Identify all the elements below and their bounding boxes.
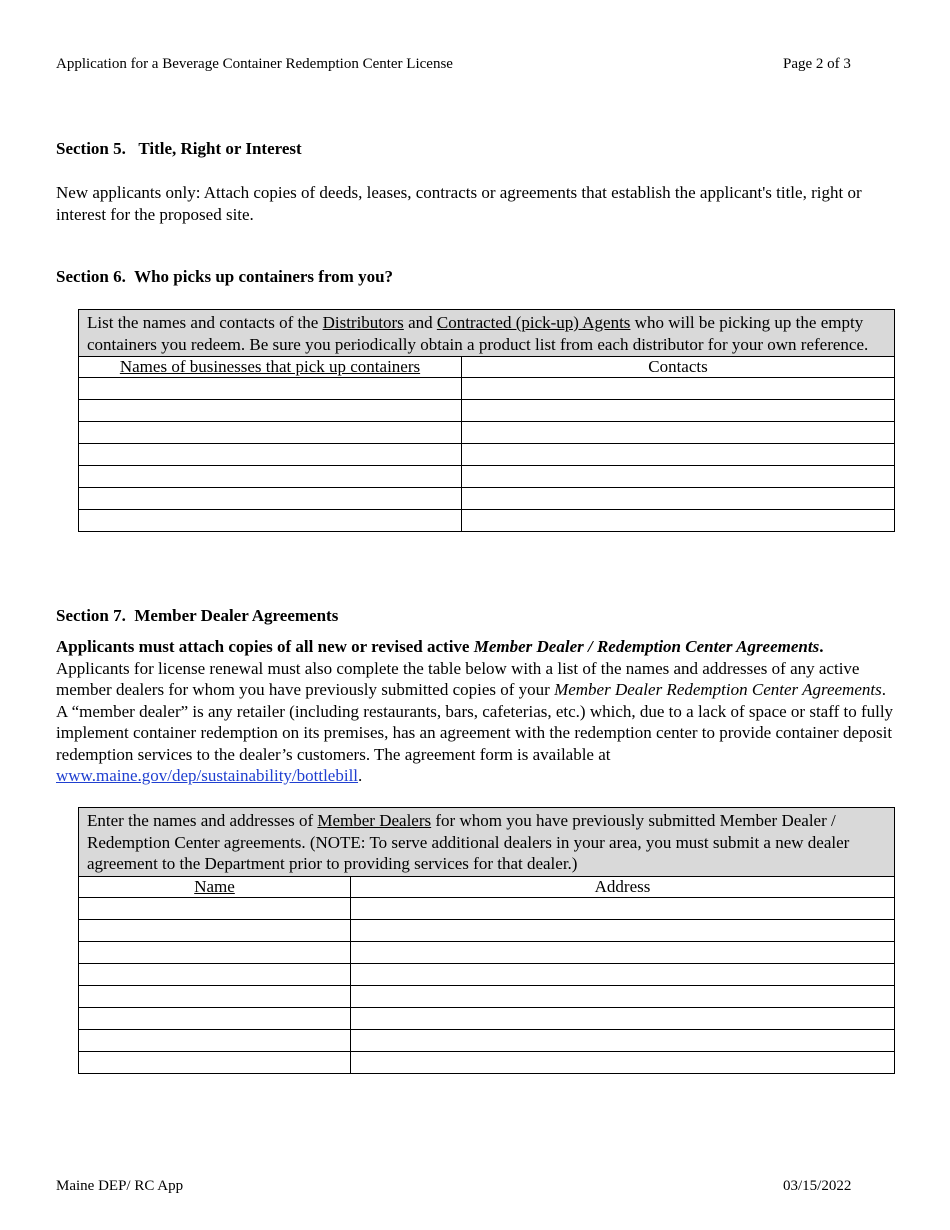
document-header-title: Application for a Beverage Container Redemption Center License: [56, 56, 453, 72]
member-dealers-term: Member Dealers: [317, 811, 432, 830]
pickup-table-instructions: List the names and contacts of the Distributors and Contracted (pick-up) Agents who will be picking up the empty containers you redeem. Be sure you periodically obtain a product list from each distributor for your own reference.: [79, 310, 895, 357]
bottle-bill-link[interactable]: www.maine.gov/dep/sustainability/bottlebill: [56, 766, 359, 785]
dealer-name-cell[interactable]: [79, 985, 351, 1007]
dealer-address-cell[interactable]: [351, 963, 895, 985]
dealer-address-cell[interactable]: [351, 897, 895, 919]
table-row: [79, 510, 895, 532]
table-row: [79, 1007, 895, 1029]
table-row: [79, 1051, 895, 1073]
table-row: [79, 985, 895, 1007]
footer-date: 03/15/2022: [783, 1178, 852, 1194]
business-name-cell[interactable]: [79, 488, 462, 510]
pickup-businesses-table: [78, 309, 895, 532]
dealer-address-cell[interactable]: [351, 941, 895, 963]
footer-left: Maine DEP/ RC App: [56, 1178, 184, 1194]
business-name-cell[interactable]: [79, 378, 462, 400]
section-5-title: Section 5. Title, Right or Interest: [56, 139, 302, 158]
table-row: [79, 378, 895, 400]
table-row: [79, 1029, 895, 1051]
business-name-cell[interactable]: [79, 422, 462, 444]
name-column-header: Name: [79, 876, 351, 897]
dealer-name-cell[interactable]: [79, 1007, 351, 1029]
dealer-address-cell[interactable]: [351, 1007, 895, 1029]
business-name-cell[interactable]: [79, 466, 462, 488]
table-row: [79, 488, 895, 510]
business-name-cell[interactable]: [79, 444, 462, 466]
contacts-cell[interactable]: [462, 466, 895, 488]
business-name-cell[interactable]: [79, 510, 462, 532]
dealer-address-cell[interactable]: [351, 919, 895, 941]
page-number: Page 2 of 3: [783, 56, 851, 72]
contacts-column-header: Contacts: [462, 357, 895, 378]
member-dealers-table: [78, 807, 895, 1074]
business-names-column-header: Names of businesses that pick up containers: [79, 357, 462, 378]
dealer-address-cell[interactable]: [351, 1051, 895, 1073]
contracted-agents-term: Contracted (pick-up) Agents: [436, 313, 631, 332]
dealer-name-cell[interactable]: [79, 919, 351, 941]
business-name-cell[interactable]: [79, 400, 462, 422]
contacts-cell[interactable]: [462, 488, 895, 510]
section-7-title: Section 7. Member Dealer Agreements: [56, 606, 339, 625]
dealer-address-cell[interactable]: [351, 1029, 895, 1051]
dealer-name-cell[interactable]: [79, 1029, 351, 1051]
dealer-name-cell[interactable]: [79, 941, 351, 963]
table-row: [79, 919, 895, 941]
table-row: [79, 444, 895, 466]
contacts-cell[interactable]: [462, 400, 895, 422]
table-row: [79, 963, 895, 985]
contacts-cell[interactable]: [462, 510, 895, 532]
dealer-name-cell[interactable]: [79, 1051, 351, 1073]
dealer-name-cell[interactable]: [79, 897, 351, 919]
contacts-cell[interactable]: [462, 444, 895, 466]
dealers-table-instructions: Enter the names and addresses of Member Dealers for whom you have previously submitted Member Dealer / Redemption Center agreements. (NOTE: To serve additional dealers in your area, you must submit a new dealer agreement to the Department prior to providing services for that dealer.): [79, 808, 895, 877]
table-row: [79, 897, 895, 919]
dealer-address-cell[interactable]: [351, 985, 895, 1007]
table-row: [79, 400, 895, 422]
contacts-cell[interactable]: [462, 422, 895, 444]
table-row: [79, 941, 895, 963]
contacts-cell[interactable]: [462, 378, 895, 400]
address-column-header: Address: [351, 876, 895, 897]
section-7-paragraph: Applicants must attach copies of all new or revised active Member Dealer / Redemption Center Agreements. Applicants for license renewal must also complete the table below with a list of the names and addresses of any active member dealers for whom you have previously submitted copies of your Member Dealer Redemption Center Agreements. A “member dealer” is any retailer (including restaurants, bars, cafeterias, etc.) which, due to a lack of space or staff to fully implement container redemption on its premises, has an agreement with the redemption center to provide container deposit redemption services to the dealer’s customers. The agreement form is available at www.maine.gov/dep/sustainability/bottlebill.: [56, 637, 894, 785]
section-5-text: New applicants only: Attach copies of deeds, leases, contracts or agreements that establish the applicant's title, right or interest for the proposed site.: [56, 183, 862, 224]
distributors-term: Distributors: [322, 313, 404, 332]
dealer-name-cell[interactable]: [79, 963, 351, 985]
table-row: [79, 422, 895, 444]
table-row: [79, 466, 895, 488]
section-6-title: Section 6. Who picks up containers from you?: [56, 267, 394, 286]
